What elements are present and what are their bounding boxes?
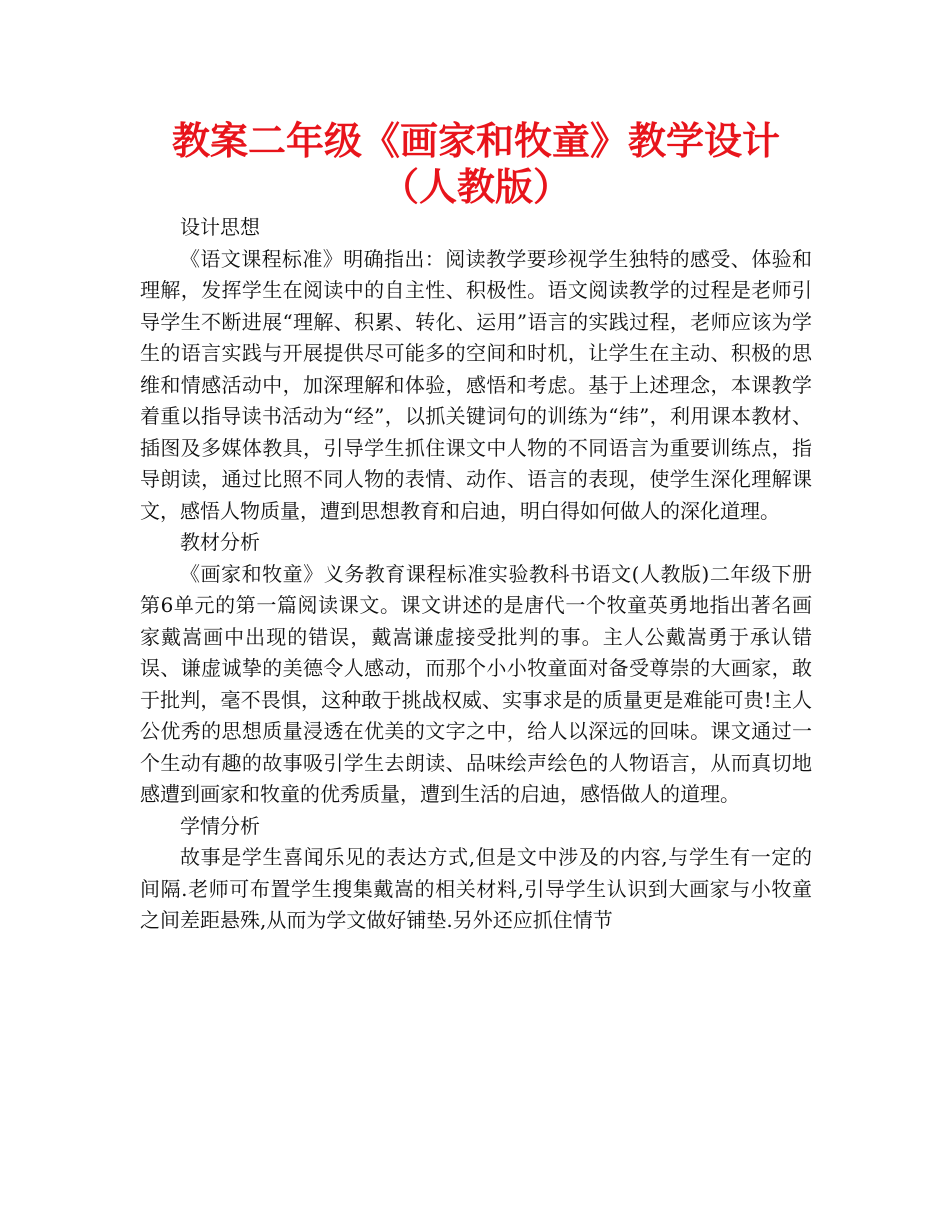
- document-page: [140, 118, 812, 937]
- section-body-textbook-analysis: 《画家和牧童》义务教育课程标准实验教科书语文(人教版)二年级下册第6单元的第一篇阅读课文。课文讲述的是唐代一个牧童英勇地指出著名画家戴嵩画中出现的错误，戴嵩谦虚接受批判的事。主人公戴嵩勇于承认错误、谦虚诚挚的美德令人感动，而那个小小牧童面对备受尊崇的大画家，敢于批判，毫不畏惧，这种敢于挑战权威、实事求是的质量更是难能可贵!主人公优秀的思想质量浸透在优美的文字之中，给人以深远的回味。课文通过一个生动有趣的故事吸引学生去朗读、品味绘声绘色的人物语言，从而真切地感遭到画家和牧童的优秀质量，遭到生活的启迪，感悟做人的道理。: [140, 561, 812, 806]
- section-body-student-analysis: 故事是学生喜闻乐见的表达方式,但是文中涉及的内容,与学生有一定的间隔.老师可布置学生搜集戴嵩的相关材料,引导学生认识到大画家与小牧童之间差距悬殊,从而为学文做好铺垫.另外还应抓住情节: [140, 845, 812, 932]
- document-title: 教案二年级《画家和牧童》教学设计（人教版）: [171, 119, 780, 209]
- section-heading-textbook-analysis: 教材分析: [180, 530, 260, 554]
- section-heading-design-idea: 设计思想: [180, 215, 260, 239]
- section-heading-student-analysis: 学情分析: [180, 813, 260, 838]
- section-body-design-idea: 《语文课程标准》明确指出：阅读教学要珍视学生独特的感受、体验和理解，发挥学生在阅读中的自主性、积极性。语文阅读教学的过程是老师引导学生不断进展“理解、积累、转化、运用”语言的实践过程，老师应该为学生的语言实践与开展提供尽可能多的空间和时机，让学生在主动、积极的思维和情感活动中，加深理解和体验，感悟和考虑。基于上述理念，本课教学着重以指导读书活动为“经”，以抓关键词句的训练为“纬”，利用课本教材、插图及多媒体教具，引导学生抓住课文中人物的不同语言为重要训练点，指导朗读，通过比照不同人物的表情、动作、语言的表现，使学生深化理解课文，感悟人物质量，遭到思想教育和启迪，明白得如何做人的深化道理。: [140, 246, 812, 523]
